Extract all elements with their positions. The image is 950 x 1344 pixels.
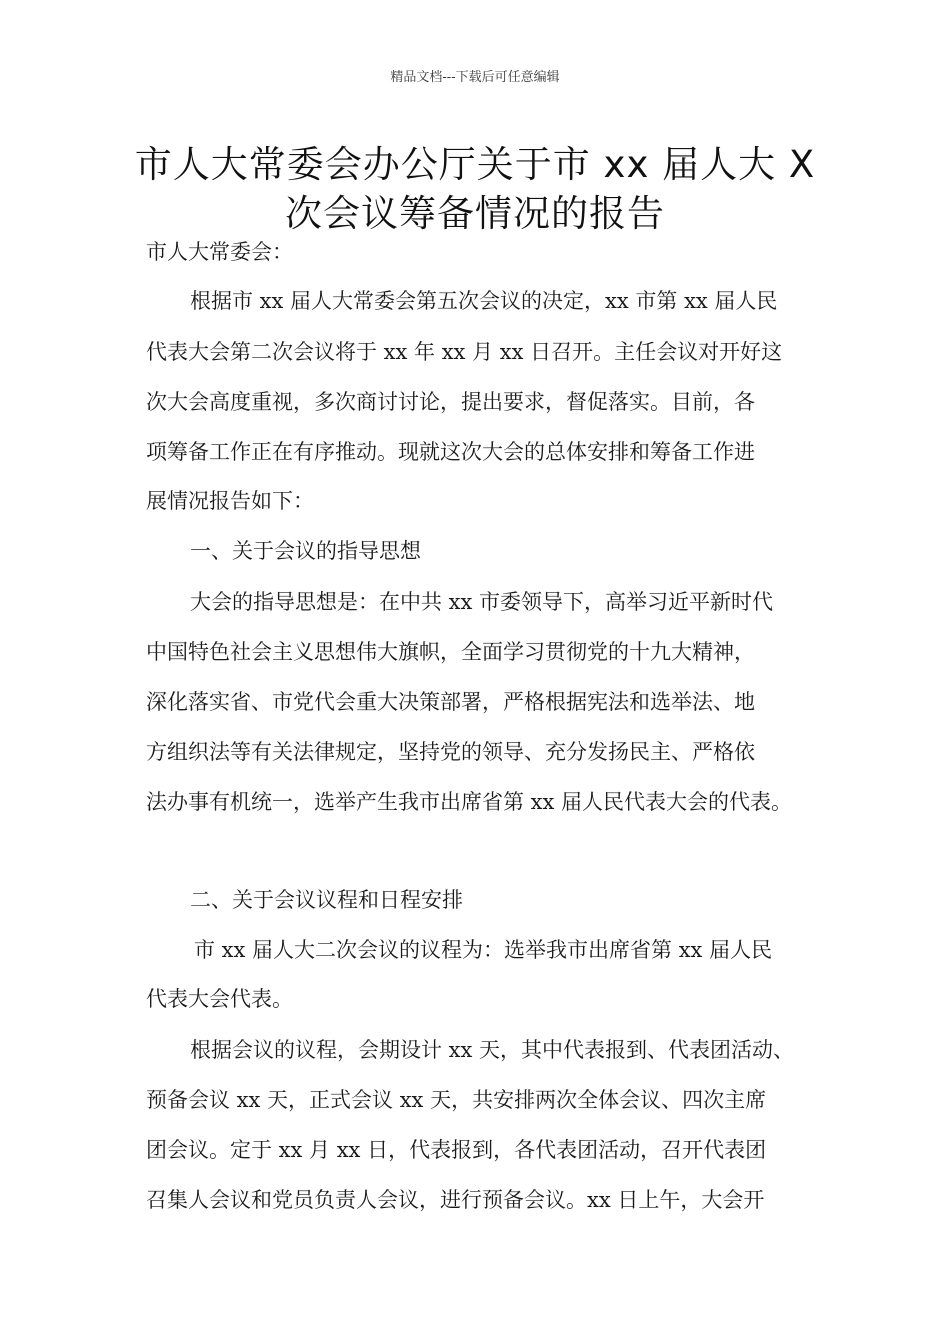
body-line: 深化落实省、市党代会重大决策部署，严格根据宪法和选举法、地 — [146, 690, 755, 714]
body-line: 团会议。定于 xx 月 xx 日，代表报到，各代表团活动，召开代表团 — [146, 1138, 767, 1162]
section-heading: 二、关于会议议程和日程安排 — [190, 888, 463, 912]
body-line: 展情况报告如下： — [146, 489, 314, 513]
page-header: 精品文档---下载后可任意编辑 — [390, 70, 560, 85]
body-line: 根据会议的议程，会期设计 xx 天，其中代表报到、代表团活动、 — [190, 1038, 795, 1062]
body-line: 市 xx 届人大二次会议的议程为：选举我市出席省第 xx 届人民 — [194, 938, 773, 962]
document-title-line-2: 次会议筹备情况的报告 — [285, 192, 665, 235]
body-line: 代表大会代表。 — [146, 987, 293, 1011]
body-line: 法办事有机统一，选举产生我市出席省第 xx 届人民代表大会的代表。 — [146, 790, 793, 814]
document-title-line-1: 市人大常委会办公厅关于市 xx 届人大 X — [134, 143, 816, 186]
body-line: 根据市 xx 届人大常委会第五次会议的决定，xx 市第 xx 届人民 — [190, 289, 778, 313]
body-line: 代表大会第二次会议将于 xx 年 xx 月 xx 日召开。主任会议对开好这 — [146, 340, 783, 364]
section-heading: 一、关于会议的指导思想 — [190, 539, 421, 563]
body-line: 次大会高度重视，多次商讨讨论，提出要求，督促落实。目前，各 — [146, 390, 755, 414]
salutation: 市人大常委会： — [146, 240, 293, 264]
body-line: 方组织法等有关法律规定，坚持党的领导、充分发扬民主、严格依 — [146, 740, 755, 764]
body-line: 大会的指导思想是：在中共 xx 市委领导下，高举习近平新时代 — [190, 590, 774, 614]
body-line: 中国特色社会主义思想伟大旗帜，全面学习贯彻党的十九大精神， — [146, 640, 755, 664]
body-line: 召集人会议和党员负责人会议，进行预备会议。xx 日上午，大会开 — [146, 1188, 765, 1212]
body-line: 项筹备工作正在有序推动。现就这次大会的总体安排和筹备工作进 — [146, 440, 755, 464]
body-line: 预备会议 xx 天，正式会议 xx 天，共安排两次全体会议、四次主席 — [146, 1088, 767, 1112]
